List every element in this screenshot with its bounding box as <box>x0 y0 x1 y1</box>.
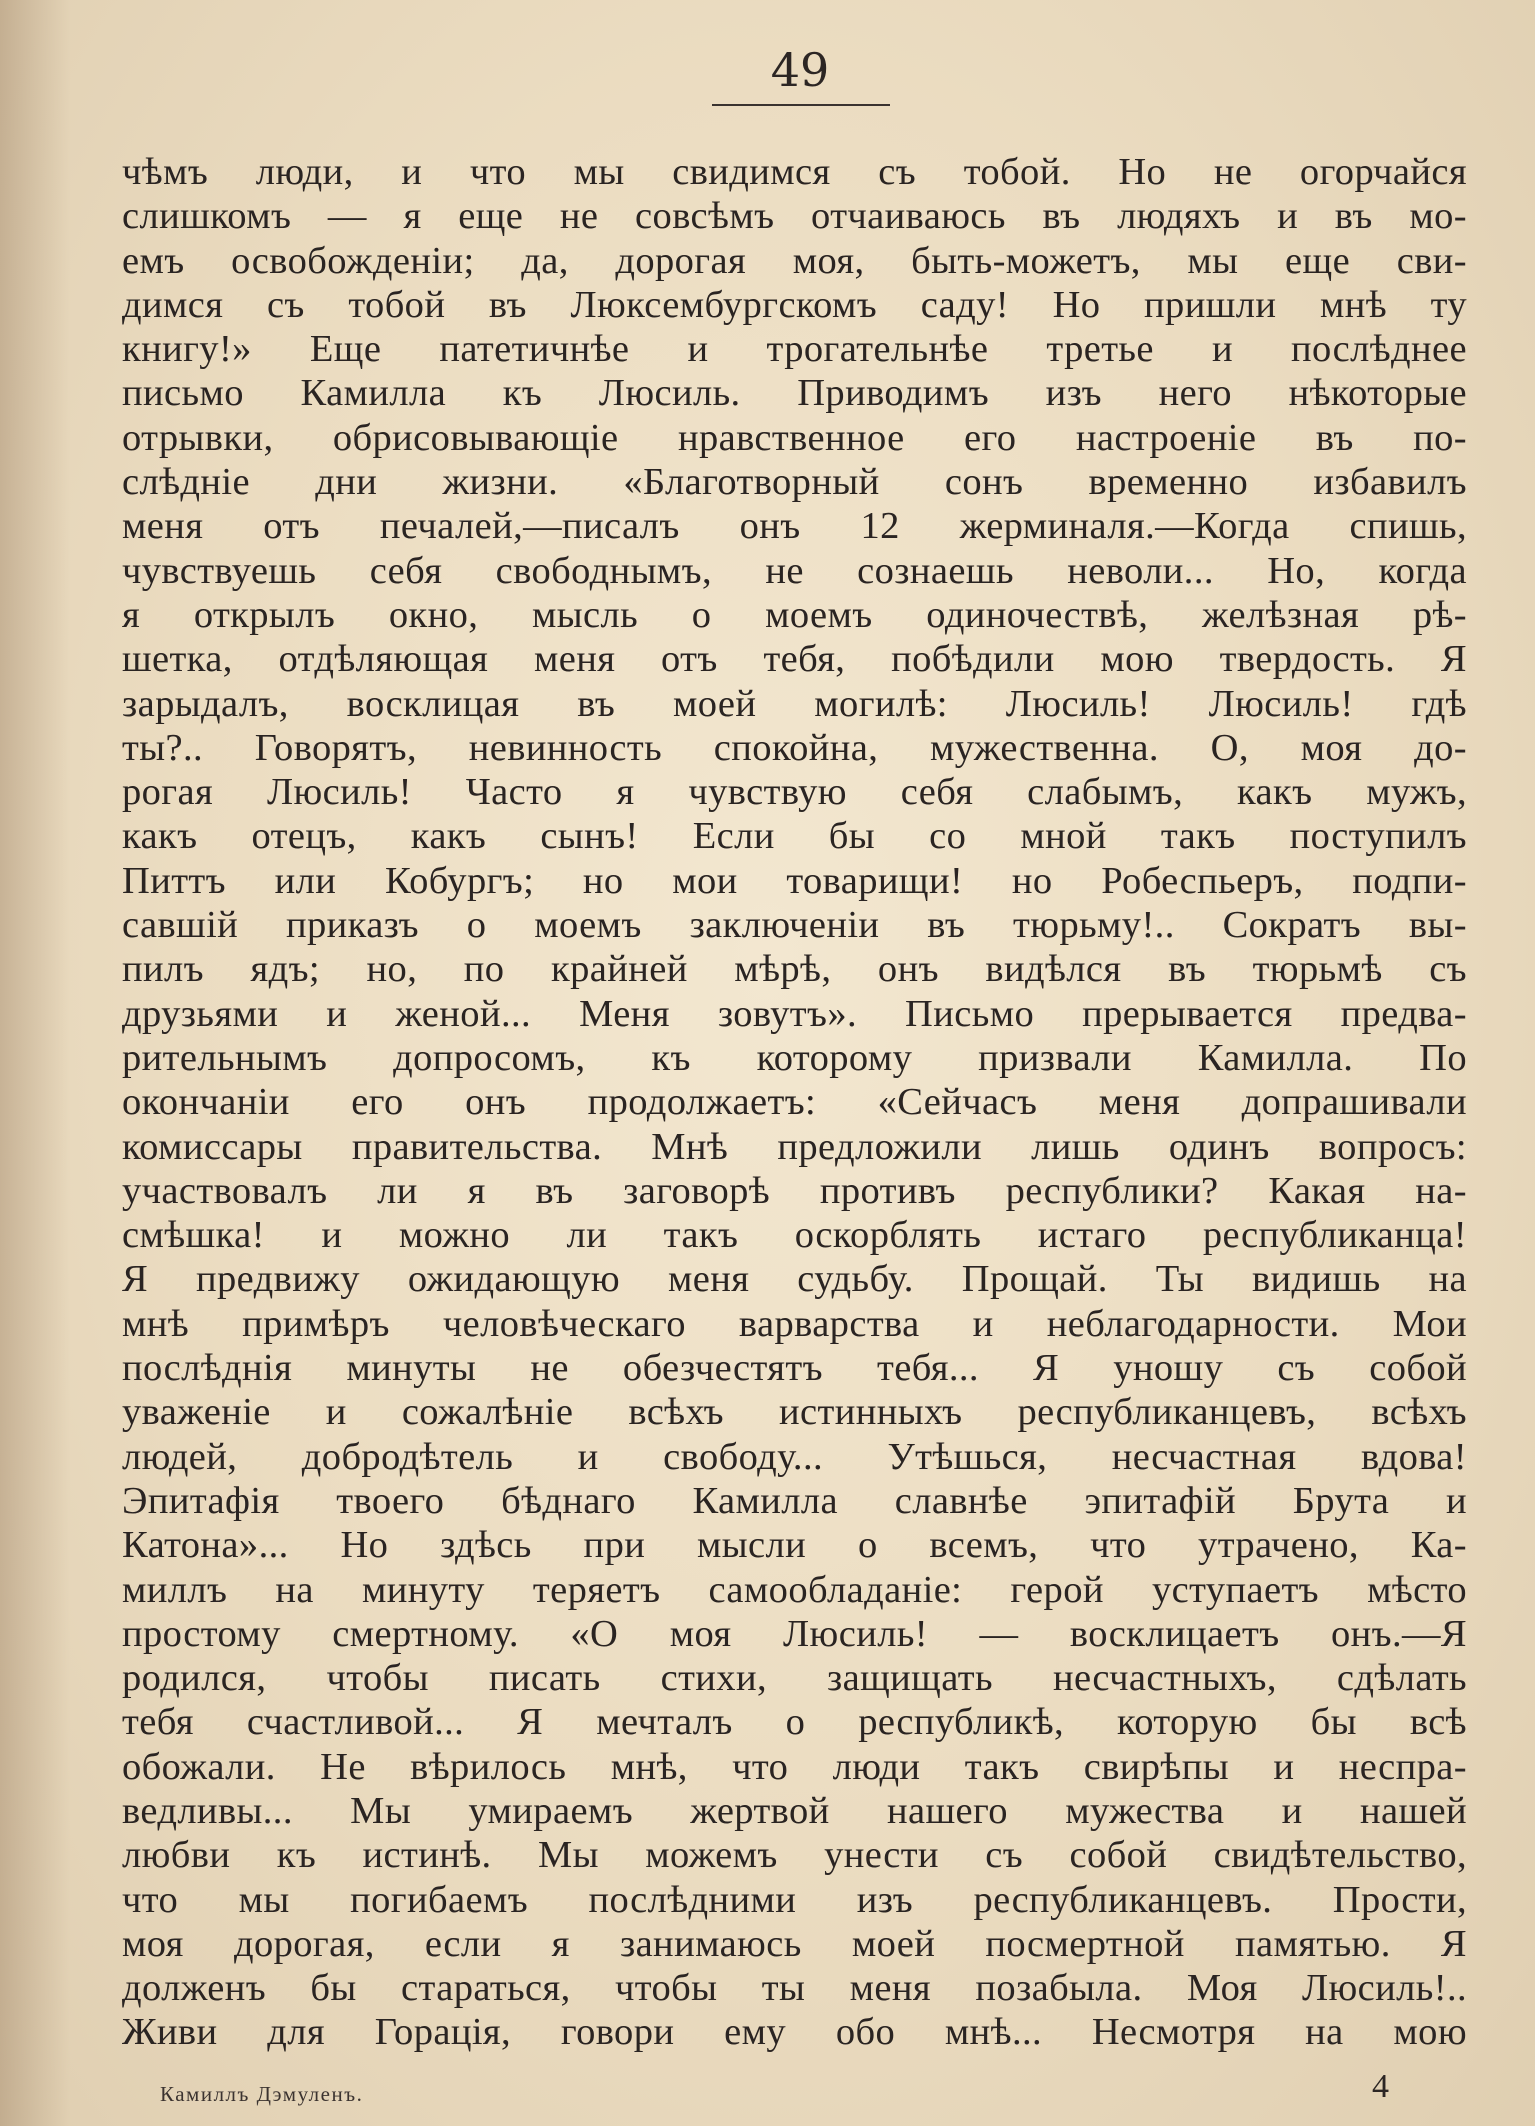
header-rule <box>712 104 890 106</box>
text-line: послѣднія минуты не обезчестятъ тебя... Я уношу съ собой <box>122 1347 1467 1390</box>
text-line: Живи для Горація, говори ему обо мнѣ... Несмотря на мою <box>122 2011 1467 2054</box>
binding-shadow <box>0 0 70 2126</box>
body-text <box>122 150 1467 2055</box>
text-line: моя дорогая, если я занимаюсь моей посмертной памятью. Я <box>122 1922 1467 1965</box>
text-line: Я предвижу ожидающую меня судьбу. Прощай. Ты видишь на <box>122 1258 1467 1301</box>
text-line: комиссары правительства. Мнѣ предложили лишь одинъ вопросъ: <box>122 1125 1467 1168</box>
text-line: емъ освобожденіи; да, дорогая моя, быть-можетъ, мы еще сви- <box>122 239 1467 282</box>
text-line: миллъ на минуту теряетъ самообладаніе: герой уступаетъ мѣсто <box>122 1568 1467 1611</box>
footer-title: Камиллъ Дэмуленъ. <box>160 2082 364 2106</box>
text-line: любви къ истинѣ. Мы можемъ унести съ собой свидѣтельство, <box>122 1834 1467 1877</box>
text-line: слишкомъ — я еще не совсѣмъ отчаиваюсь въ людяхъ и въ мо- <box>122 195 1467 238</box>
text-line: пилъ ядъ; но, по крайней мѣрѣ, онъ видѣлся въ тюрьмѣ съ <box>122 948 1467 991</box>
text-line: обожали. Не вѣрилось мнѣ, что люди такъ свирѣпы и неспра- <box>122 1745 1467 1788</box>
text-line: я открылъ окно, мысль о моемъ одиночествѣ, желѣзная рѣ- <box>122 593 1467 636</box>
text-line: мнѣ примѣръ человѣческаго варварства и неблагодарности. Мои <box>122 1302 1467 1345</box>
page-number: 49 <box>770 43 830 97</box>
text-line: письмо Камилла къ Люсиль. Приводимъ изъ него нѣкоторые <box>122 372 1467 415</box>
text-line: родился, чтобы писать стихи, защищать несчастныхъ, сдѣлать <box>122 1657 1467 1700</box>
text-line: Катона»... Но здѣсь при мысли о всемъ, что утрачено, Ка- <box>122 1524 1467 1567</box>
text-line: какъ отецъ, какъ сынъ! Если бы со мной такъ поступилъ <box>122 815 1467 858</box>
text-line: участвовалъ ли я въ заговорѣ противъ республики? Какая на- <box>122 1169 1467 1212</box>
text-line: чувствуешь себя свободнымъ, не сознаешь неволи... Но, когда <box>122 549 1467 592</box>
text-line: димся съ тобой въ Люксембургскомъ саду! Но пришли мнѣ ту <box>122 283 1467 326</box>
text-line: людей, добродѣтель и свободу... Утѣшься, несчастная вдова! <box>122 1435 1467 1478</box>
text-line: рогая Люсиль! Часто я чувствую себя слабымъ, какъ мужъ, <box>122 771 1467 814</box>
text-line: Питтъ или Кобургъ; но мои товарищи! но Робеспьеръ, подпи- <box>122 859 1467 902</box>
text-line: ведливы... Мы умираемъ жертвой нашего мужества и нашей <box>122 1789 1467 1832</box>
text-line: слѣдніе дни жизни. «Благотворный сонъ временно избавилъ <box>122 461 1467 504</box>
text-line: отрывки, обрисовывающіе нравственное его настроеніе въ по- <box>122 416 1467 459</box>
text-line: ты?.. Говорятъ, невинность спокойна, мужественна. О, моя до- <box>122 726 1467 769</box>
text-line: савшій приказъ о моемъ заключеніи въ тюрьму!.. Сократъ вы- <box>122 904 1467 947</box>
text-line: друзьями и женой... Меня зовутъ». Письмо прерывается предва- <box>122 992 1467 1035</box>
text-line: тебя счастливой... Я мечталъ о республикѣ, которую бы всѣ <box>122 1701 1467 1744</box>
text-line: простому смертному. «О моя Люсиль! — восклицаетъ онъ.—Я <box>122 1612 1467 1655</box>
text-line: шетка, отдѣляющая меня отъ тебя, побѣдили мою твердость. Я <box>122 638 1467 681</box>
text-line: долженъ бы стараться, чтобы ты меня позабыла. Моя Люсиль!.. <box>122 1967 1467 2010</box>
text-line: рительнымъ допросомъ, къ которому призвали Камилла. По <box>122 1036 1467 1079</box>
text-line: меня отъ печалей,—писалъ онъ 12 жерминаля.—Когда спишь, <box>122 505 1467 548</box>
text-line: Эпитафія твоего бѣднаго Камилла славнѣе эпитафій Брута и <box>122 1479 1467 1522</box>
text-line: что мы погибаемъ послѣдними изъ республиканцевъ. Прости, <box>122 1878 1467 1921</box>
text-line: уваженіе и сожалѣніе всѣхъ истинныхъ республиканцевъ, всѣхъ <box>122 1391 1467 1434</box>
signature-mark: 4 <box>1372 2068 1389 2105</box>
text-line: зарыдалъ, восклицая въ моей могилѣ: Люсиль! Люсиль! гдѣ <box>122 682 1467 725</box>
text-line: окончаніи его онъ продолжаетъ: «Сейчасъ меня допрашивали <box>122 1081 1467 1124</box>
text-line: смѣшка! и можно ли такъ оскорблять истаго республиканца! <box>122 1214 1467 1257</box>
text-line: книгу!» Еще патетичнѣе и трогательнѣе третье и послѣднее <box>122 328 1467 371</box>
text-line: чѣмъ люди, и что мы свидимся съ тобой. Но не огорчайся <box>122 151 1467 193</box>
